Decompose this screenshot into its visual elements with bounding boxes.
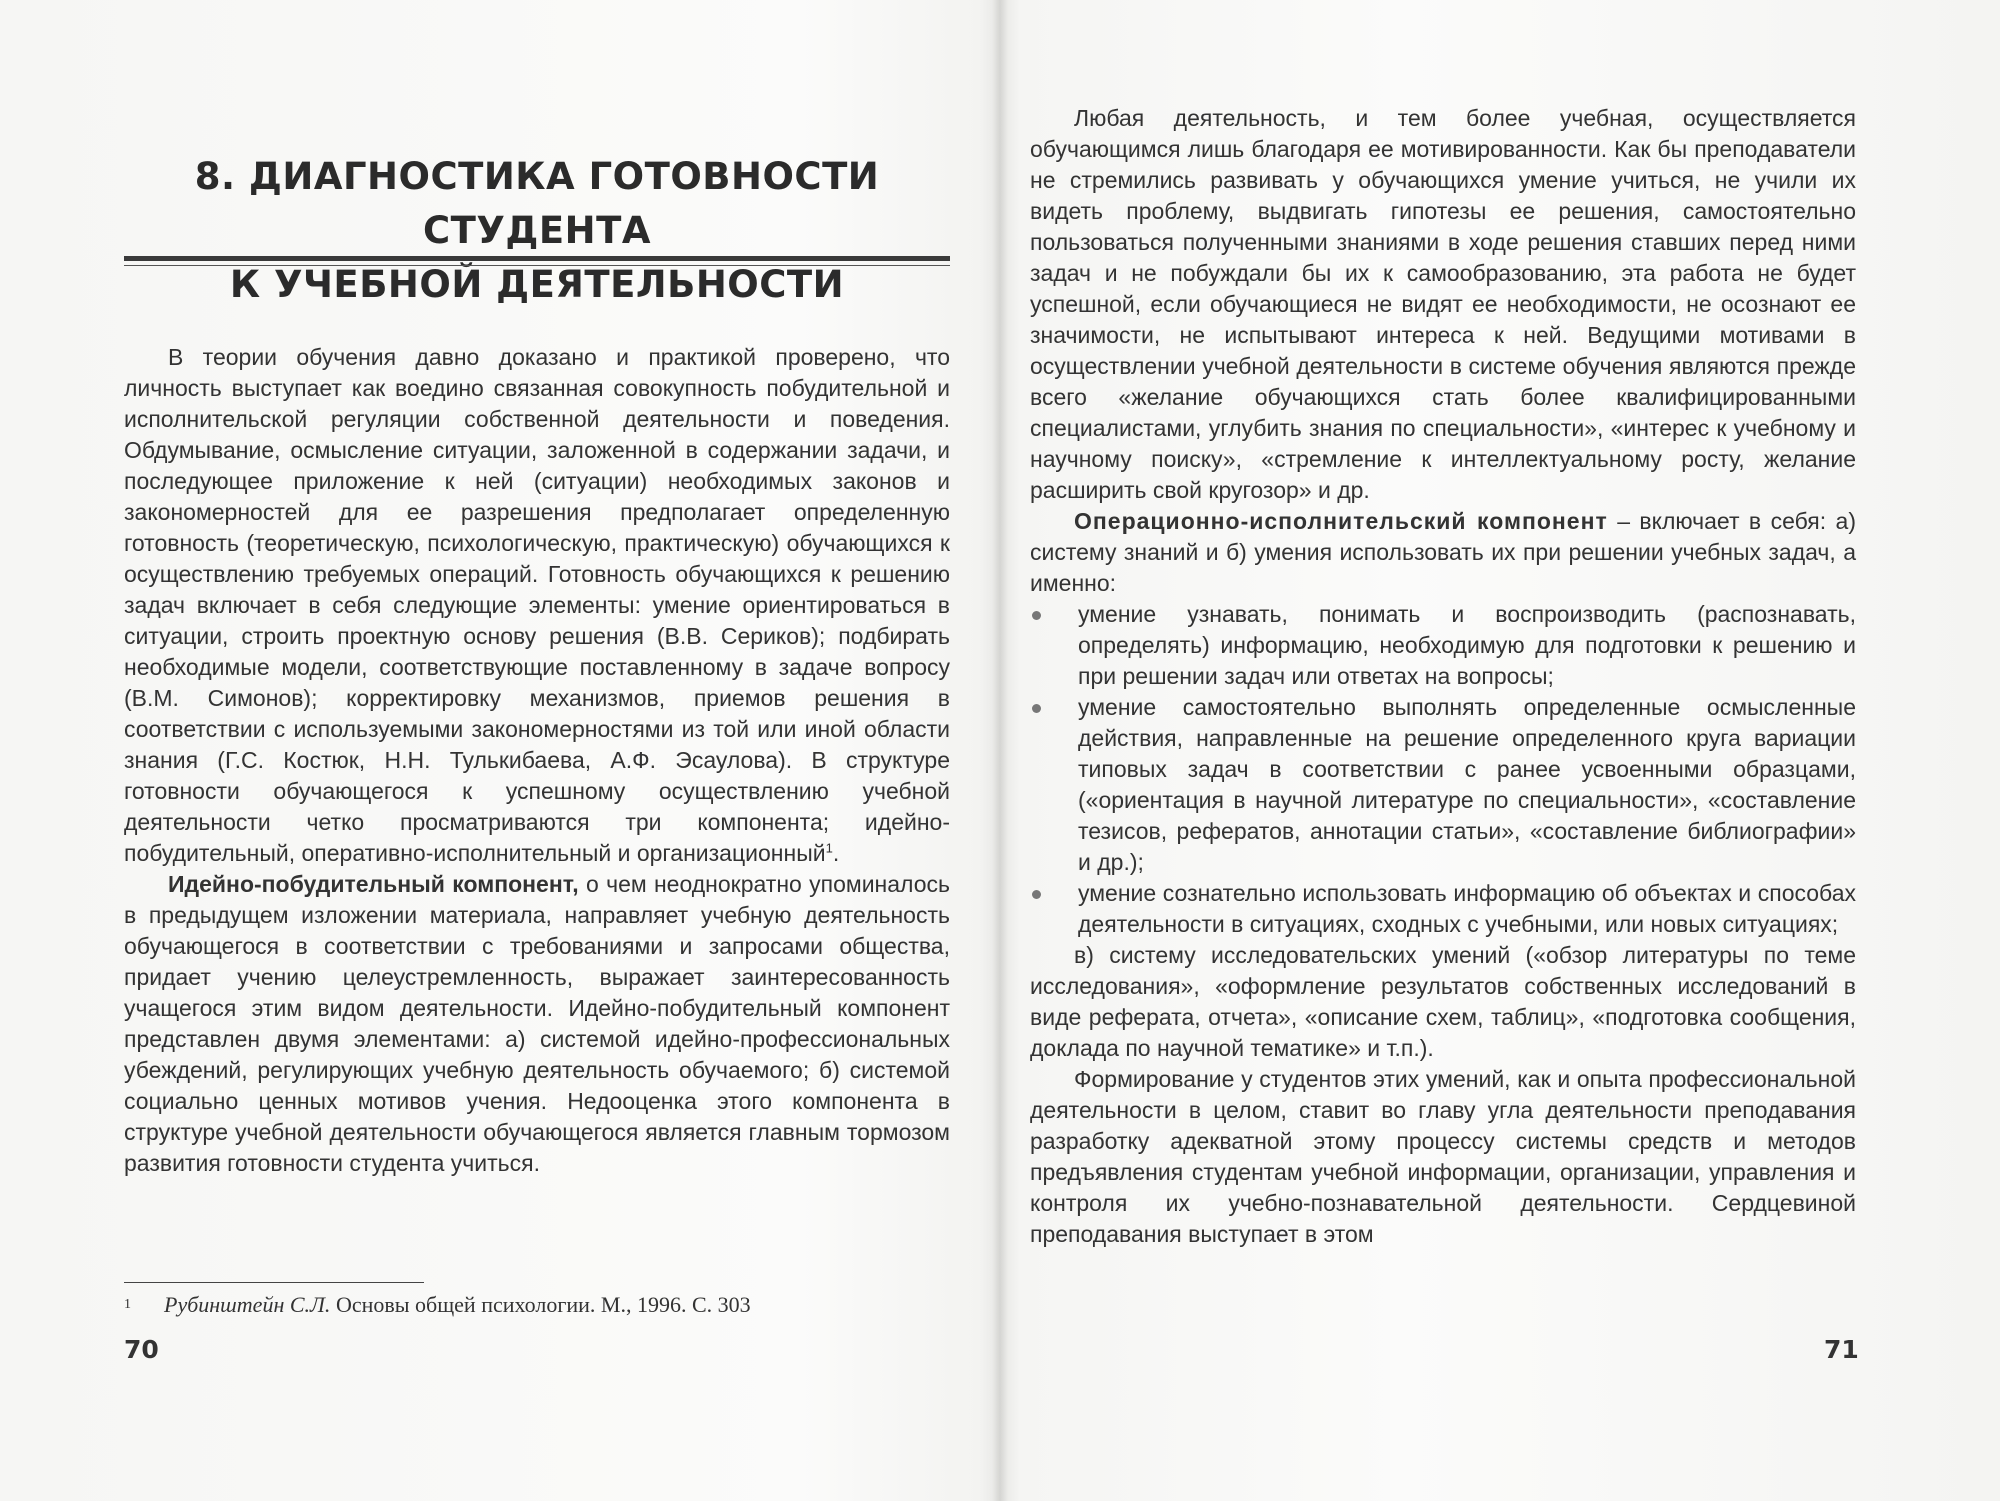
chapter-title-line-2: К УЧЕБНОЙ ДЕЯТЕЛЬНОСТИ [229, 263, 845, 306]
skills-list [1030, 599, 1856, 940]
right-page-body [1030, 103, 1856, 1250]
title-rule-thin [124, 265, 950, 266]
right-paragraph-2-text: – включает в себя: а) систему знаний и б) умения использовать их при решении учебных задач, а именно: [1030, 508, 1857, 596]
right-paragraph-4: Формирование у студентов этих умений, как и опыта профессиональной деятельности в целом, ставит во главу угла деятельности преподавания разработку адекватной этому процессу системы средств и методов предъявления студентам учебной информации, организации, управления и контроля их учебно-познавательной деятельности. Сердцевиной преподавания выступает в этом [1030, 1066, 1856, 1247]
left-paragraph-2 [124, 869, 950, 1179]
list-item-text: умение самостоятельно выполнять определенные осмысленные действия, направленные на решение определенного круга вариации типовых задач в соответствии с ранее усвоенными образцами, («ориентация в научной литературе по специальности», «составление тезисов, рефератов, аннотации статьи», «составление библиографии» и др.); [1078, 694, 1856, 875]
left-paragraph-1-end: . [832, 840, 840, 866]
footnote-author: Рубинштейн С.Л. [164, 1292, 331, 1317]
list-item [1030, 599, 1856, 692]
chapter-title-line-1: 8. ДИАГНОСТИКА ГОТОВНОСТИ СТУДЕНТА [194, 155, 880, 252]
left-paragraph-1-text: В теории обучения давно доказано и практикой проверено, что личность выступает как воедино связанная совокупность побудительной и исполнительской регуляции собственной деятельности и поведения. Обдумывание, осмысление ситуации, заложенной в содержании задачи, и последующее приложение к ней (ситуации) необходимых законов и закономерностей для ее разрешения предполагает определенную готовность (теоретическую, психологическую, практическую) обучающихся к осуществлению требуемых операций. Готовность обучающихся к решению задач включает в себя следующие элементы: умение ориентироваться в ситуации, строить проектную основу решения (В.В. Сериков); подбирать необходимые модели, соответствующие поставленному в задаче вопросу (В.М. Симонов); корректировку механизмов, приемов решения в соответствии с используемыми закономерностями из той или иной области знания (Г.С. Костюк, Н.Н. Тулькибаева, А.Ф. Эсаулова). В структуре готовности обучающегося к успешному осуществлению учебной деятельности четко просматриваются три компонента; идейно-побудительный, оперативно-исполнительный и организационный [124, 344, 950, 866]
right-paragraph-2 [1030, 506, 1856, 599]
footnote-reference: 1 [825, 840, 833, 856]
idea-component-term: Идейно-побудительный компонент, [168, 871, 579, 897]
left-page [0, 0, 992, 1501]
operational-component-term: Операционно-исполнительский компонент [1074, 508, 1608, 534]
left-page-body [124, 342, 950, 1179]
list-item [1030, 692, 1856, 878]
left-paragraph-2-text: о чем неоднократно упоминалось в предыдущем изложении материала, направляет учебную деятельность обучающегося в соответствии с требованиями и запросами общества, придает учению целеустремленность, выражает заинтересованность учащегося этим видом деятельности. Идейно-побудительный компонент представлен двумя элементами: а) системой идейно-профессиональных убеждений, регулирующих учебную деятельность обучаемого; б) системой социально ценных мотивов учения. Недооценка этого компонента в структуре учебной деятельности обучающегося является главным тормозом развития готовности студента учиться. [124, 871, 950, 1176]
list-item [1030, 878, 1856, 940]
footnote-mark: 1 [124, 1297, 131, 1312]
page-number-right: 71 [1824, 1335, 1859, 1364]
bullet-icon [1032, 611, 1041, 620]
left-paragraph-1 [124, 342, 950, 869]
book-gutter [992, 0, 1008, 1501]
list-item-text: умение узнавать, понимать и воспроизводить (распознавать, определять) информацию, необходимую для подготовки к решению и при решении задач или ответах на вопросы; [1078, 601, 1856, 689]
footnote-text: Основы общей психологии. М., 1996. С. 303 [330, 1292, 751, 1317]
footnote-rule [124, 1282, 424, 1283]
bullet-icon [1032, 704, 1041, 713]
bullet-icon [1032, 890, 1041, 899]
footnote [124, 1290, 950, 1320]
right-paragraph-1: Любая деятельность, и тем более учебная, осуществляется обучающимся лишь благодаря ее мотивированности. Как бы преподаватели не стремились развивать у обучающихся умение учиться, не учили их видеть проблему, выдвигать гипотезы ее решения, самостоятельно пользоваться полученными знаниями в ходе решения ставших перед ними задач и не побуждали бы их к самообразованию, эта работа не будет успешной, если обучающиеся не видят ее необходимости, не осознают ее значимости, не испытывают интереса к ней. Ведущими мотивами в осуществлении учебной деятельности в системе обучения являются прежде всего «желание обучающихся стать более квалифицированными специалистами, углубить знания по специальности», «интерес к учебному и научному поиску», «стремление к интеллектуальному росту, желание расширить свой кругозор» и др. [1030, 105, 1856, 503]
list-item-text: умение сознательно использовать информацию об объектах и способах деятельности в ситуациях, сходных с учебными, или новых ситуациях; [1078, 880, 1856, 937]
page-number-left: 70 [124, 1335, 159, 1364]
title-rule-thick [124, 256, 950, 261]
right-paragraph-3: в) систему исследовательских умений («обзор литературы по теме исследования», «оформление результатов собственных исследований в виде реферата, отчета», «описание схем, таблиц», «подготовка сообщения, доклада по научной тематике» и т.п.). [1030, 942, 1856, 1061]
chapter-title [124, 150, 950, 312]
